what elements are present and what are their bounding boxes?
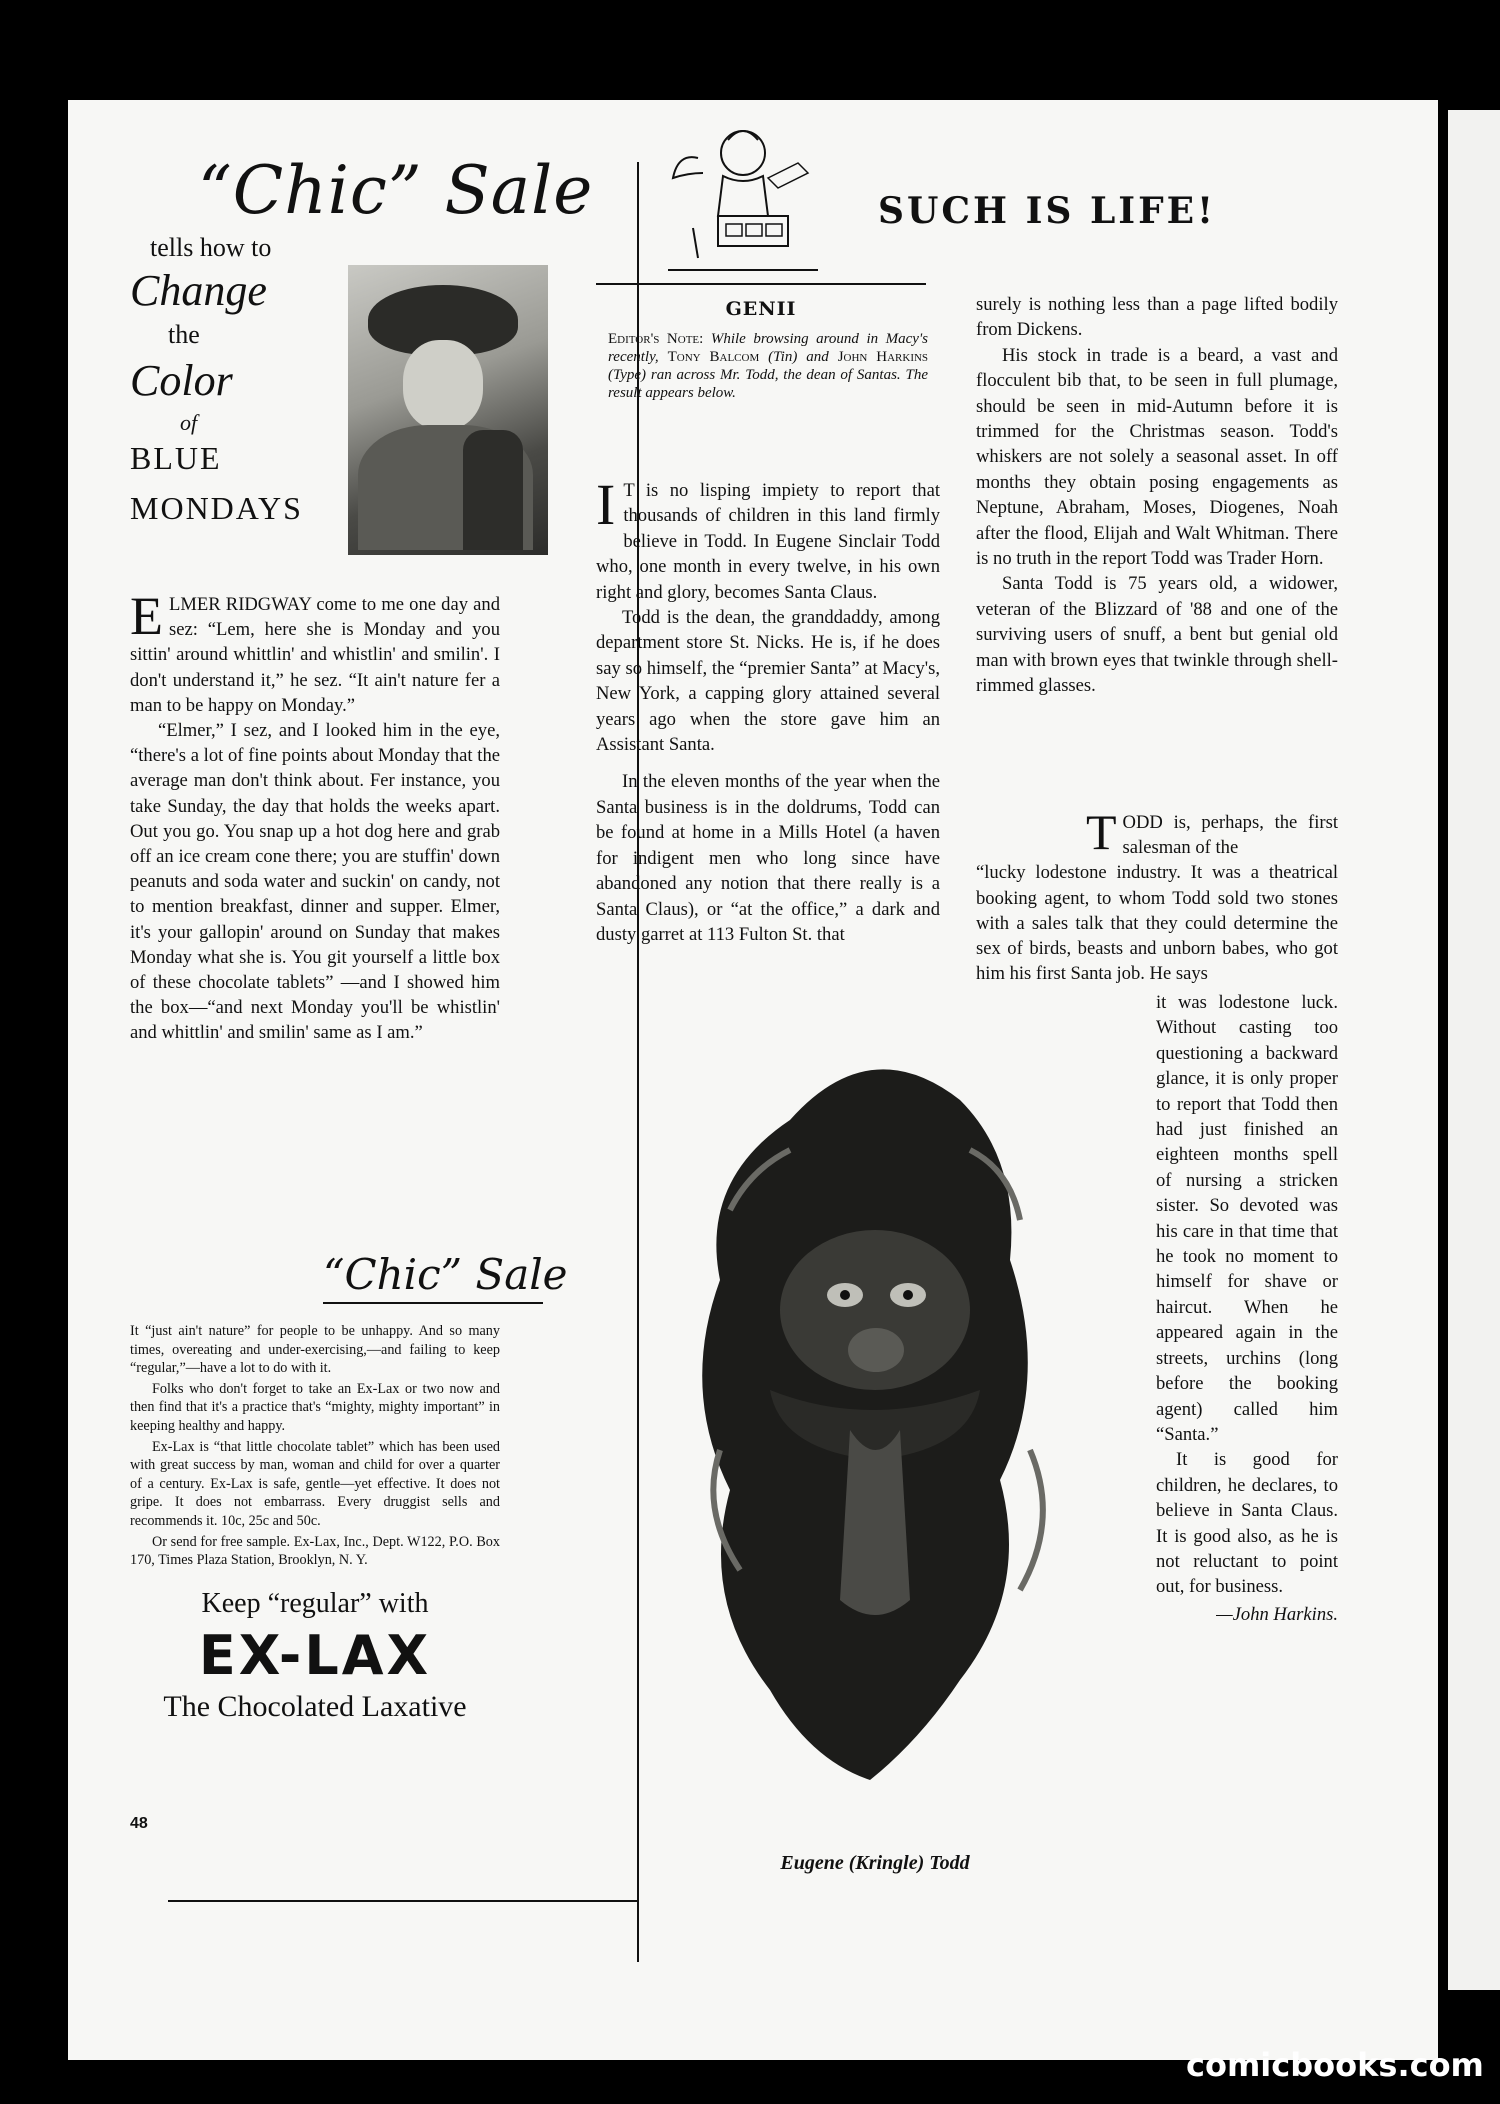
site-watermark: comicbooks.com — [1186, 2046, 1484, 2084]
ad-body — [130, 586, 500, 1046]
header-rule — [596, 283, 926, 285]
note-text: While browsing around in Macy's recently, — [608, 331, 928, 365]
ad-dropcap: E — [130, 586, 163, 646]
fine-print-paragraph: Ex-Lax is “that little chocolate tablet” which has been used with great success by man, woman and child for over a quarter of a century. Ex-Lax is safe, gentle—yet effective. It does not gripe. It does not embarrass. Every druggist sells and recommends it. 10c, 25c and 50c. — [130, 1438, 500, 1529]
article-paragraph: it was lodestone luck. Without casting too questioning a backward glance, it is only proper to report that Todd then had just finished an eighteen months spell of nursing a stricken sister. So devoted was his care in that time that he took no moment to himself for shave or haircut. When he appeared again in the streets, urchins (long before the booking agent) called him “Santa.” — [1156, 992, 1338, 1445]
ad-body-paragraph: “Elmer,” I sez, and I looked him in the eye, “there's a lot of fine points about Monday that the average man don't think about. Fer instance, you take Sunday, the day that holds the weeks apart. Out you go. You snap up a hot dog here and grab off an ice cream cone there; you are stuffin' down peanuts and soda water and suckin' on candy, not to mention breakfast, dinner and supper. Elmer, it's your gallopin' around on Sunday that makes Monday what she is. You git yourself a little box of these chocolate tablets” —and I showed him the box—“and next Monday you'll be whistlin' and whittlin' and smilin' same as I am.” — [130, 720, 500, 1044]
ad-of-text: of — [180, 410, 198, 435]
article-paragraph: I T is no lisping impiety to report that thousands of children in this land firmly believe in Todd. In Eugene Sinclair Todd who, one month in every twelve, in his own right and glory, becomes Santa Claus. — [596, 472, 940, 603]
ad-title: “Chic” Sale — [198, 152, 594, 229]
santa-portrait-photo — [640, 1030, 1110, 1820]
page-number: 48 — [130, 1815, 148, 1832]
article-column-2 — [976, 292, 1338, 699]
ad-tells-text: tells how to — [150, 233, 272, 262]
genii-label: GENII — [725, 298, 797, 320]
adjacent-page-edge — [1448, 110, 1500, 1990]
note-name: Tony Balcom — [667, 349, 760, 365]
article-paragraph: In the eleven months of the year when the Santa business is in the doldrums, Todd can be found at home in a Mills Hotel (a haven for indigent men who long since have abandoned any notion that there really is a Santa Claus), or “at the office,” a dark and dusty garret at 113 Fulton St. that — [596, 771, 940, 945]
article-byline: —John Harkins. — [1216, 1603, 1338, 1625]
photo-caption: Eugene (Kringle) Todd — [780, 1852, 970, 1874]
ad-brand: EX-LAX — [198, 1624, 432, 1687]
fine-print-paragraph: Or send for free sample. Ex-Lax, Inc., Dept. W122, P.O. Box 170, Times Plaza Station, Brooklyn, N. Y. — [130, 1533, 500, 1569]
face-shape — [403, 340, 483, 430]
note-name: John Harkins — [837, 349, 929, 365]
section-dropcap: T — [1086, 804, 1117, 860]
article-column-3 — [976, 804, 1338, 986]
article-paragraph: Santa Todd is 75 years old, a widower, veteran of the Blizzard of '88 and one of the surviving users of snuff, a bent but genial old man with brown eyes that twinkle through shell-rimmed glasses. — [976, 573, 1338, 697]
article-column-1 — [596, 472, 940, 947]
ad-tagline: The Chocolated Laxative — [163, 1690, 467, 1723]
article-paragraph: His stock in trade is a beard, a vast and flocculent bib that, to be seen in full plumage, should be seen in mid-Autumn before it is trimmed for the Christmas season. Todd's whiskers are not solely a seasonal asset. In off months they obtain posing engagements as Neptune, Abraham, Moses, Diogenes, Noah after the flood, Elijah and Walt Whitman. There is no truth in the report Todd was Trader Horn. — [976, 344, 1338, 570]
chic-sale-photo — [348, 265, 548, 555]
section-lead: TODD is, perhaps, the first salesman of the — [1086, 804, 1338, 860]
article-column-4 — [1156, 990, 1338, 1627]
note-lead: Editor's Note: — [608, 331, 704, 347]
ad-change-text: Change — [130, 266, 267, 315]
fine-print-paragraph: Folks who don't forget to take an Ex-Lax or two now and then find that it's a practice that's “mighty, mighty important” in keeping healthy and happy. — [130, 1380, 500, 1434]
cherub-typing-illustration — [658, 118, 828, 278]
fine-print-paragraph: It “just ain't nature” for people to be unhappy. And so many times, overeating and under-exercising,—and failing to keep “regular,”—have a lot to do with it. — [130, 1323, 500, 1377]
note-role: (Type) — [608, 367, 647, 383]
article-headline: SUCH IS LIFE! — [878, 190, 1216, 232]
ad-mondays-text: MONDAYS — [130, 490, 303, 526]
article-paragraph: It is good for children, he declares, to believe in Santa Claus. It is good also, as he is not reluctant to point out, for business. — [1156, 1449, 1338, 1598]
ad-the-text: the — [168, 320, 200, 349]
vest-shape — [463, 430, 523, 550]
section-paragraph: “lucky lodestone industry. It was a theatrical booking agent, to whom Todd sold two stones with a sales talk that they could determine the sex of birds, beasts and unborn babes, who got him his first Santa job. He says — [976, 862, 1338, 985]
article-paragraph: Todd is the dean, the granddaddy, among department store St. Nicks. He is, if he does say so himself, the “premier Santa” at Macy's, New York, a capping glory attained several years ago when the store gave him an Assistant Santa. — [596, 607, 940, 756]
note-text: ran across Mr. Todd, the dean of Santas. The result appears below. — [608, 367, 928, 401]
ad-blue-text: BLUE — [130, 440, 222, 476]
article-paragraph: surely is nothing less than a page lifted bodily from Dickens. — [976, 294, 1338, 341]
ad-body-paragraph: ELMER RIDGWAY come to me one day and sez: “Lem, here she is Monday and you sittin' around whittlin' and whistlin' and smilin'. I don't understand it,” he sez. “It ain't nature fer a man to be happy on Monday.” — [130, 586, 500, 716]
ad-keep-regular: Keep “regular” with — [201, 1588, 429, 1619]
ad-fine-print — [130, 1322, 500, 1572]
ad-border-right — [637, 162, 639, 1962]
signature-underline — [323, 1302, 543, 1304]
ad-signature: “Chic” Sale — [323, 1250, 568, 1299]
ad-color-text: Color — [130, 356, 233, 405]
ad-border-bottom — [168, 1900, 638, 1902]
article-dropcap: I — [596, 472, 616, 537]
note-and: and — [806, 349, 829, 365]
magazine-page — [68, 100, 1438, 2060]
editors-note — [608, 330, 928, 402]
note-role: (Tin) — [768, 349, 798, 365]
